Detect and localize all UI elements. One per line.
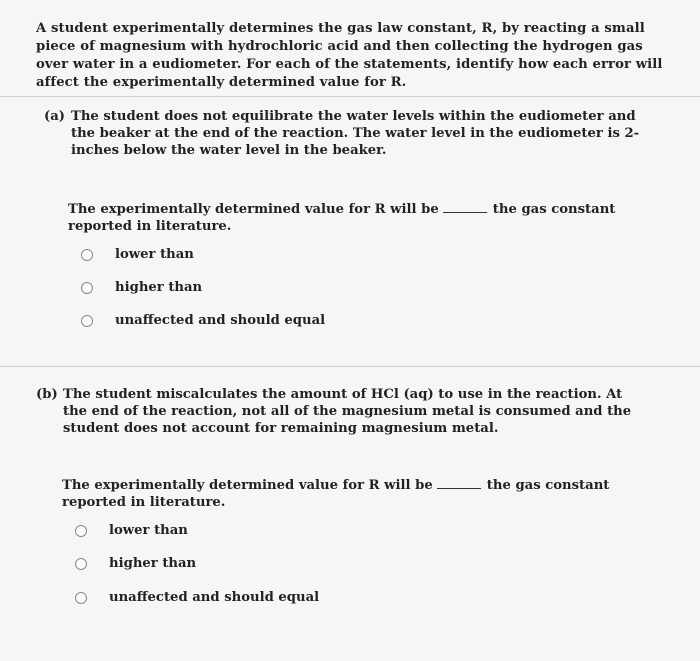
question-b-statement-before: The experimentally determined value for R will be (62, 478, 433, 493)
question-b-statement (62, 477, 622, 511)
question-a-option-unaffected[interactable] (81, 313, 325, 328)
question-a-tag: (a) (44, 109, 66, 124)
question-b-text: The student miscalculates the amount of HCl (aq) to use in the reaction. At the end of the reaction, not all of the magnesium metal is consumed and the student does not account for remaining magnesium metal. (63, 387, 632, 436)
radio-circle-icon[interactable] (81, 249, 93, 261)
radio-circle-icon[interactable] (81, 315, 93, 327)
question-b-prompt (36, 386, 636, 437)
option-label: lower than (115, 247, 194, 262)
intro-text: A student experimentally determines the gas law constant, R, by reacting a small piece of magnesium with hydrochloric acid and then collecting the hydrogen gas over water in a eudiometer. For each of the statements, identify how each error will affect the experimentally determined value for R. (36, 21, 663, 90)
radio-circle-icon[interactable] (75, 558, 87, 570)
question-b-tag: (b) (36, 387, 58, 402)
option-label: higher than (115, 280, 203, 295)
question-a-blank (443, 201, 487, 213)
question-b-option-unaffected[interactable] (75, 590, 319, 605)
question-a-statement-after: the gas constant reported in literature. (68, 202, 616, 234)
question-a-option-higher[interactable] (81, 280, 202, 295)
question-b-statement-after: the gas constant reported in literature. (62, 478, 610, 510)
option-label: unaffected and should equal (109, 590, 320, 605)
question-b-option-higher[interactable] (75, 556, 196, 571)
radio-circle-icon[interactable] (75, 592, 87, 604)
option-label: lower than (109, 523, 188, 538)
radio-circle-icon[interactable] (81, 282, 93, 294)
radio-circle-icon[interactable] (75, 525, 87, 537)
top-divider (0, 96, 700, 97)
question-a-text: The student does not equilibrate the water levels within the eudiometer and the beaker at the end of the reaction. The water level in the eudiometer is 2-inches below the water level in the beaker. (71, 109, 640, 158)
question-a-option-lower[interactable] (81, 247, 194, 262)
question-a-statement (68, 201, 628, 235)
question-b-blank (437, 477, 481, 489)
question-a-statement-before: The experimentally determined value for R will be (68, 202, 439, 217)
question-b-option-lower[interactable] (75, 523, 188, 538)
middle-divider (0, 366, 700, 367)
option-label: unaffected and should equal (115, 313, 326, 328)
question-a-prompt (44, 108, 654, 159)
option-label: higher than (109, 556, 197, 571)
